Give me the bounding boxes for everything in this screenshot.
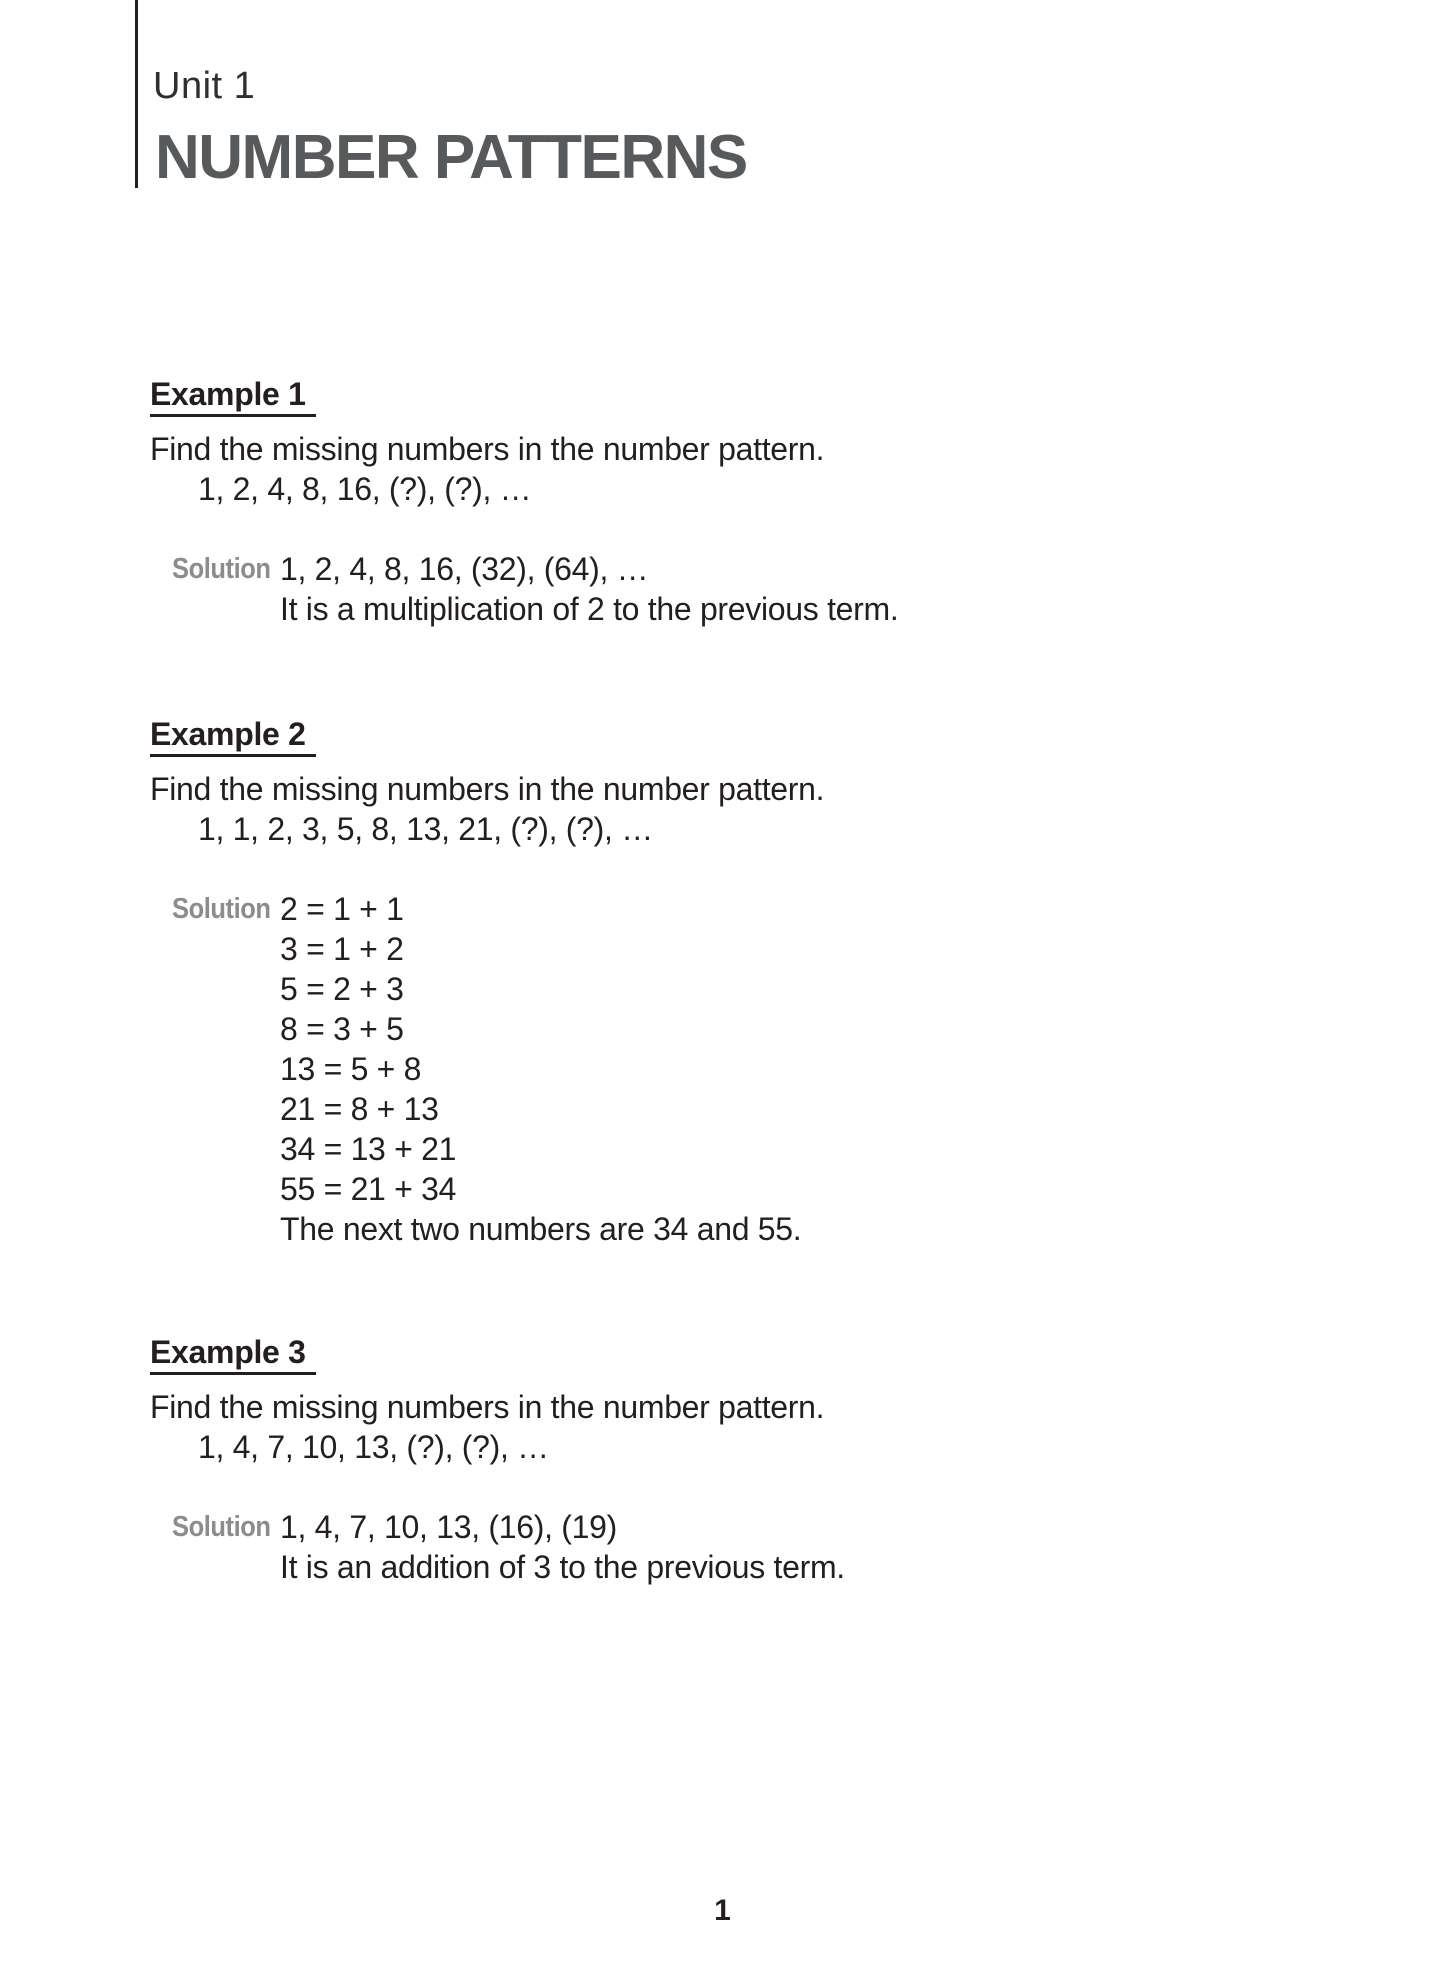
unit-label: Unit 1 (153, 65, 256, 107)
problem-block (150, 429, 1300, 509)
example-heading: Example 2 (150, 714, 316, 757)
solution-line: It is an addition of 3 to the previous term. (280, 1549, 845, 1585)
solution-line: 1, 4, 7, 10, 13, (16), (19) (280, 1509, 617, 1545)
solution-line: The next two numbers are 34 and 55. (280, 1211, 802, 1247)
example-section-1 (150, 374, 1300, 629)
problem-text: Find the missing numbers in the number pattern. (150, 431, 825, 467)
solution-line: 3 = 1 + 2 (280, 931, 404, 967)
example-section-3 (150, 1332, 1300, 1587)
solution-line: 2 = 1 + 1 (280, 891, 404, 927)
solution-label: Solution (172, 893, 271, 925)
solution-label: Solution (172, 1511, 271, 1543)
solution-line: 55 = 21 + 34 (280, 1171, 457, 1207)
page-number: 1 (714, 1894, 731, 1927)
solution-line: 1, 2, 4, 8, 16, (32), (64), … (280, 551, 649, 587)
solution-block (150, 889, 1300, 1249)
solution-block (150, 1507, 1300, 1587)
solution-lines (280, 549, 1300, 629)
solution-block (150, 549, 1300, 629)
sequence-text: 1, 2, 4, 8, 16, (?), (?), … (198, 471, 532, 507)
page-title: NUMBER PATTERNS (155, 123, 747, 192)
example-heading: Example 3 (150, 1332, 316, 1375)
solution-label: Solution (172, 553, 271, 585)
sequence-text: 1, 1, 2, 3, 5, 8, 13, 21, (?), (?), … (198, 811, 653, 847)
solution-line: It is a multiplication of 2 to the previous term. (280, 591, 899, 627)
solution-lines (280, 1507, 1300, 1587)
problem-block (150, 769, 1300, 849)
solution-line: 21 = 8 + 13 (280, 1091, 439, 1127)
sequence-text: 1, 4, 7, 10, 13, (?), (?), … (198, 1429, 549, 1465)
solution-line: 8 = 3 + 5 (280, 1011, 404, 1047)
solution-line: 34 = 13 + 21 (280, 1131, 457, 1167)
solution-lines (280, 889, 1300, 1249)
problem-text: Find the missing numbers in the number pattern. (150, 1389, 825, 1425)
problem-text: Find the missing numbers in the number pattern. (150, 771, 825, 807)
problem-block (150, 1387, 1300, 1467)
solution-line: 13 = 5 + 8 (280, 1051, 422, 1087)
example-section-2 (150, 714, 1300, 1249)
example-heading: Example 1 (150, 374, 316, 417)
unit-divider-line (135, 0, 138, 188)
solution-line: 5 = 2 + 3 (280, 971, 404, 1007)
